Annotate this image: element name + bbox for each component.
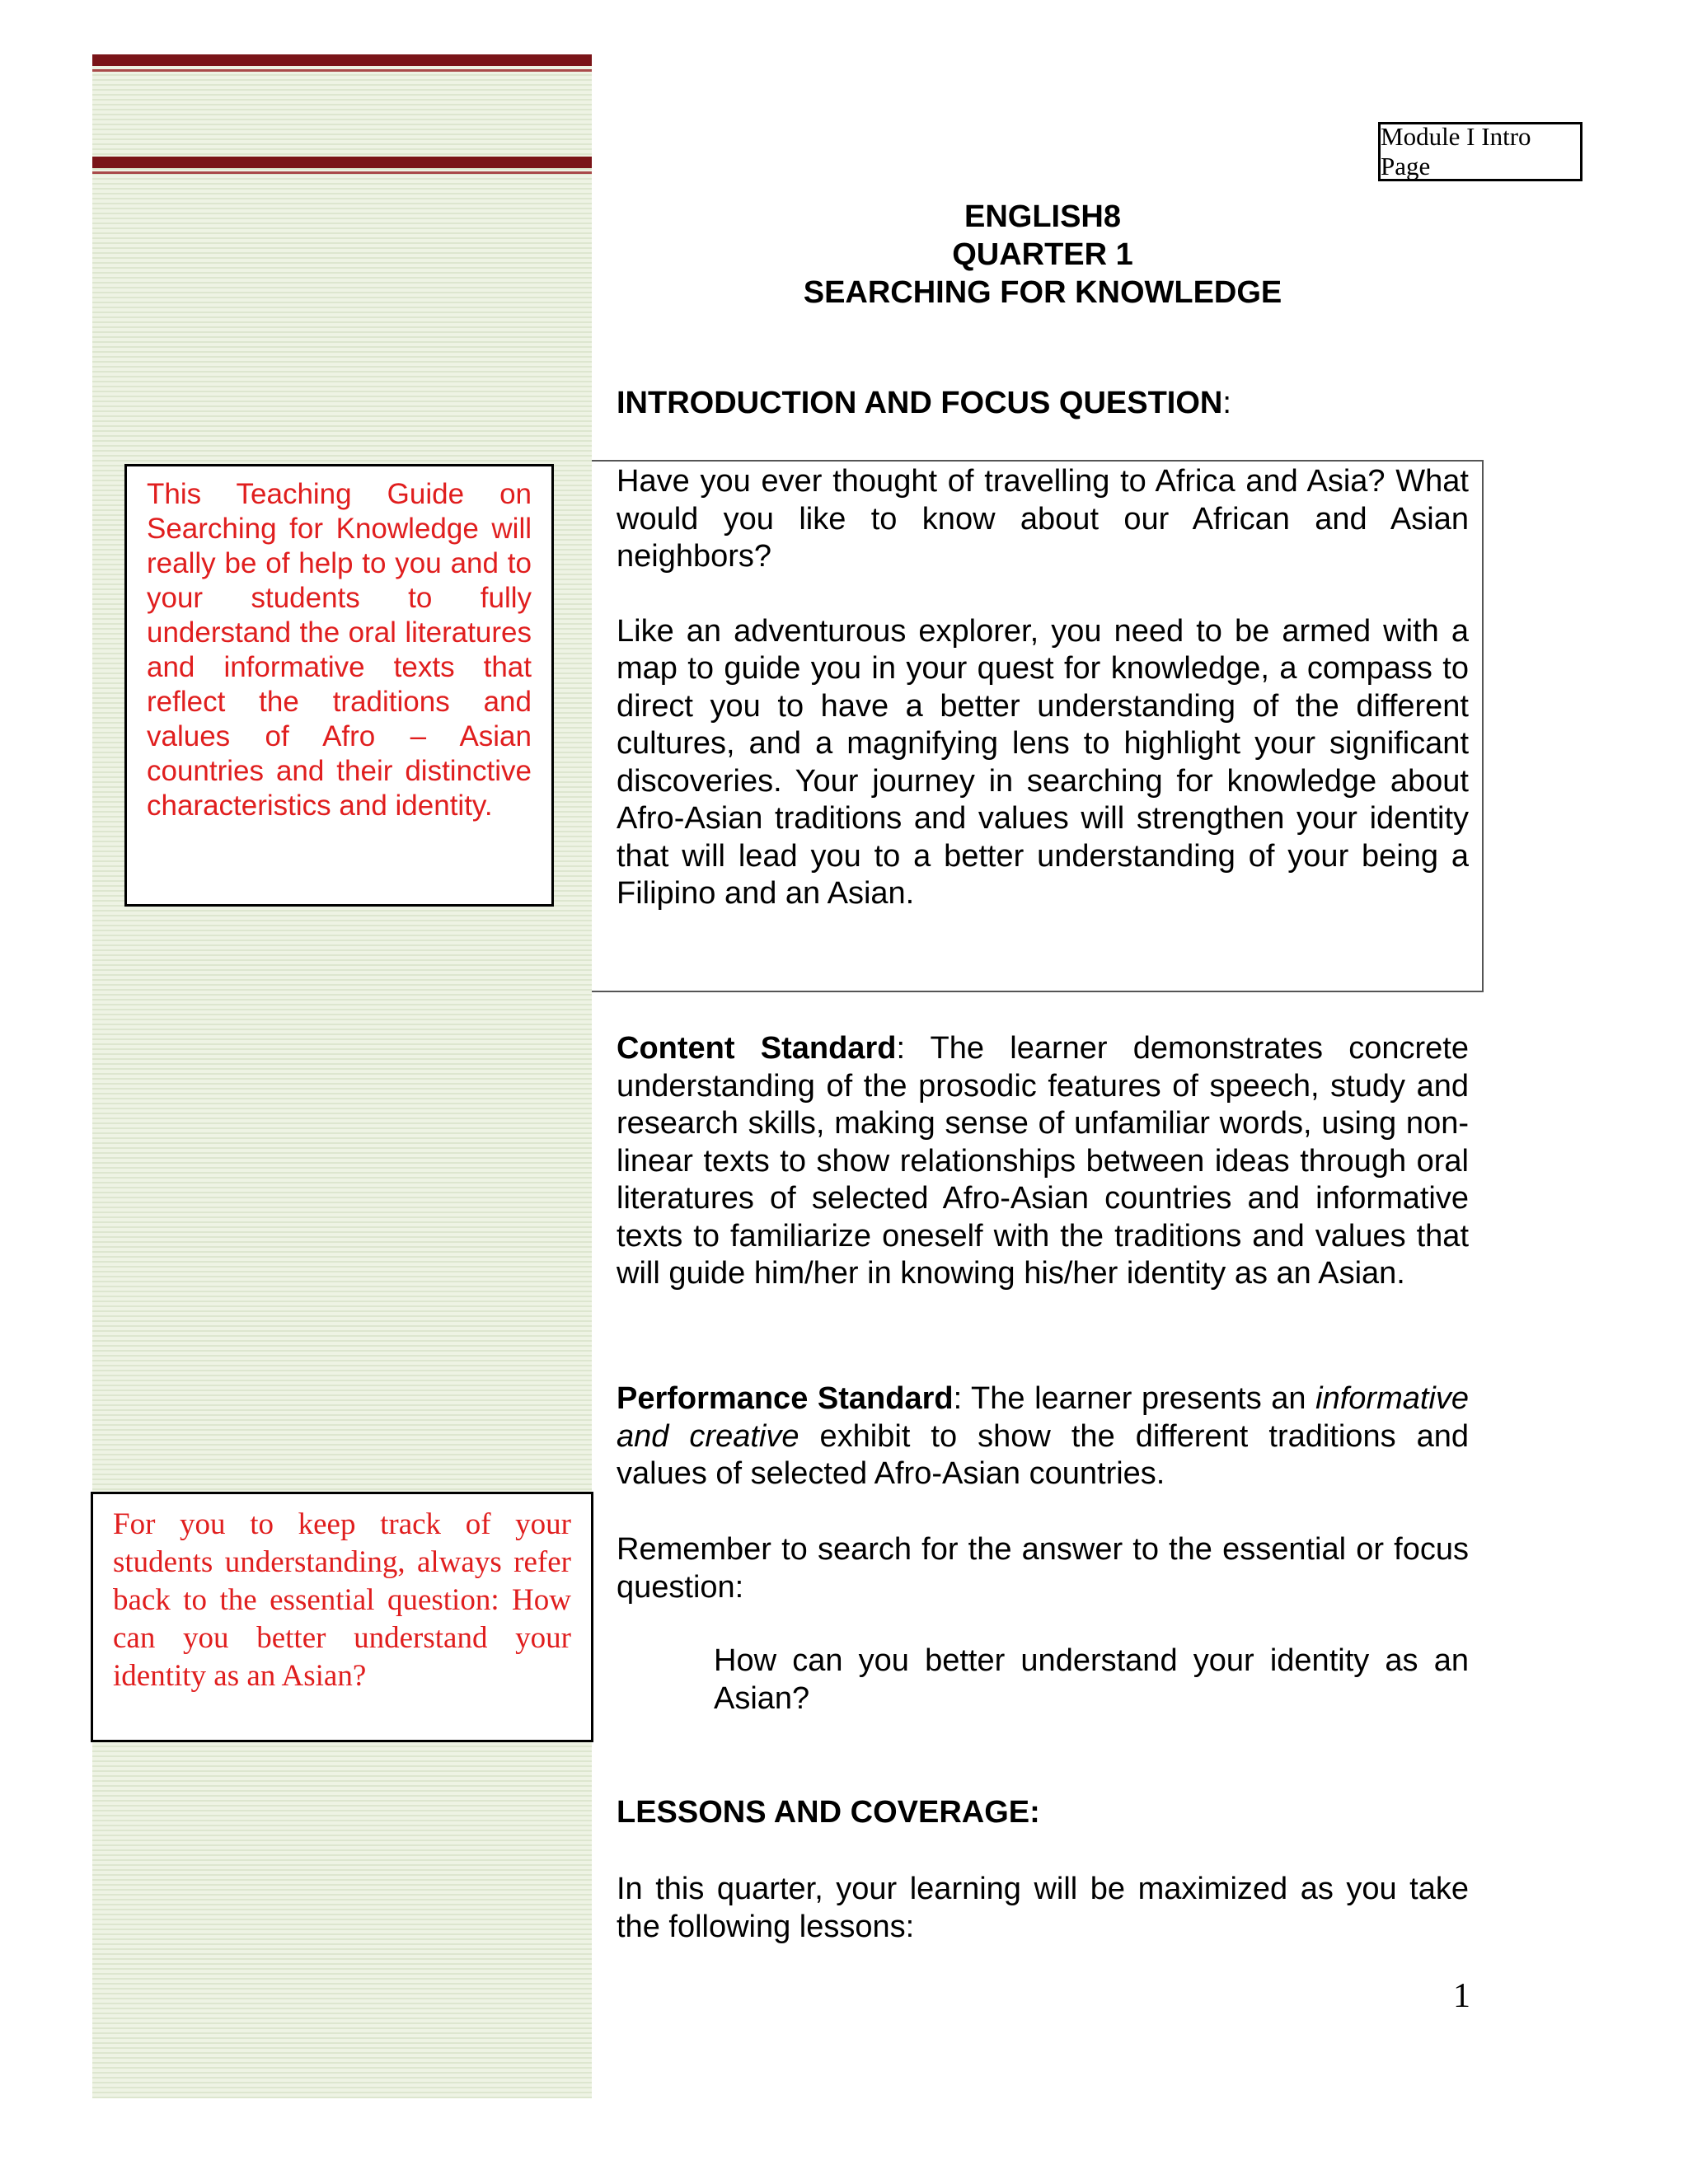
performance-standard: Performance Standard: The learner presents an informative and creative exhibit to show the different traditions and values of selected Afro-Asian countries. [617,1381,1470,1491]
header-quarter: QUARTER 1 [952,237,1133,272]
lessons-intro: In this quarter, your learning will be maximized as you take the following lessons: [617,1872,1469,1944]
lessons-heading: LESSONS AND COVERAGE: [617,1795,1040,1830]
essential-question-note-text: For you to keep track of your students understanding, always refer back to the essential question: How can you better understand your identity as an Asian? [113,1507,571,1693]
intro-paragraph-1: Have you ever thought of travelling to Africa and Asia? What would you like to know about our African and Asian neighbors? [617,464,1469,574]
intro-paragraph-2: Like an adventurous explorer, you need to be armed with a map to guide you in your quest for knowledge, a compass to direct you to have a better understanding of the different cultures, and a magnifying lens to highlight your significant discoveries. Your journey in searching for knowledge about Afro-Asian traditions and values will strengthen your identity that will lead you to a better understanding of your being a Filipino and an Asian. [617,613,1469,911]
teaching-guide-note-text: This Teaching Guide on Searching for Knowledge will really be of help to you and to your students to fully understand the oral literatures and informative texts that reflect the traditions and values of Afro – Asian countries and their distinctive characteristics and identity. [147,478,532,822]
intro-text [617,463,1469,913]
intro-heading: INTRODUCTION AND FOCUS QUESTION: [617,386,1231,420]
focus-question: How can you better understand your identity as an Asian? [714,1643,1469,1716]
header-title: SEARCHING FOR KNOWLEDGE [803,275,1282,310]
module-label-box [1378,122,1582,181]
essential-question-note [91,1492,593,1742]
content-standard-label: Content Standard [617,1031,897,1066]
performance-standard-label: Performance Standard [617,1381,954,1416]
second-maroon-bar [92,157,592,168]
second-thin-rule [92,171,592,174]
page-header [593,198,1492,312]
top-thin-rule [92,69,592,72]
content-standard [617,1030,1469,1293]
top-maroon-bar [92,54,592,66]
performance-standard-emphasis: informative and creative [617,1381,1469,1454]
sidebar-striped-panel [92,54,592,2098]
content-standard-text: : The learner demonstrates concrete understanding of the prosodic features of speech, study and research skills, making sense of unfamiliar words, using non-linear texts to show relationships between ideas through oral literatures of selected Afro-Asian countries and informative texts to familiarize oneself with the traditions and values that will guide him/her in knowing his/her identity as an Asian. [617,1031,1469,1291]
module-label: Module I Intro Page [1381,122,1531,180]
header-subject: ENGLISH8 [964,199,1122,234]
teaching-guide-note [124,464,554,907]
page-number: 1 [1453,1977,1470,2015]
remember-text: Remember to search for the answer to the essential or focus question: [617,1532,1469,1605]
